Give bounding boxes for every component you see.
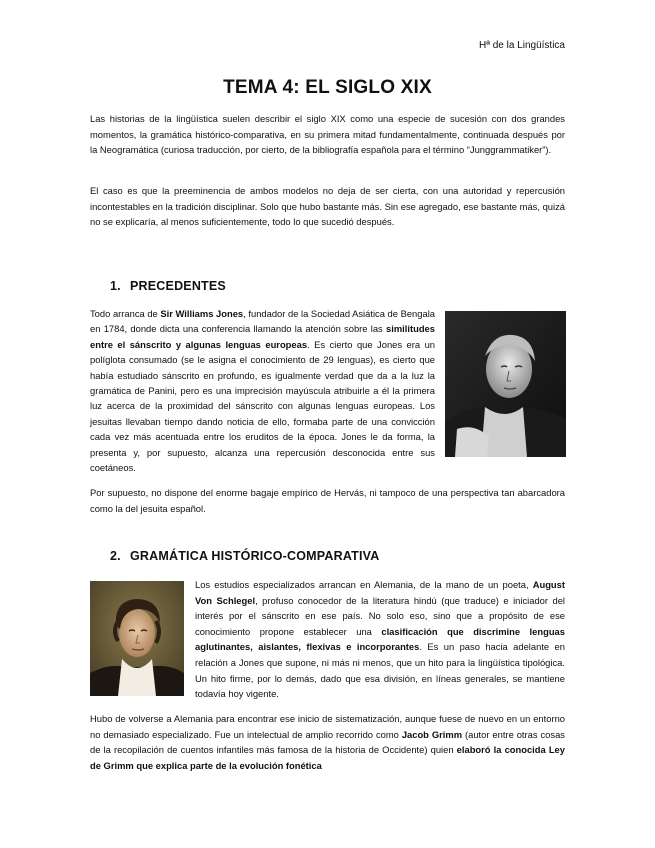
section-2-heading	[110, 549, 379, 563]
emphasis-schlegel: August Von Schlegel	[195, 579, 565, 606]
portrait-william-jones	[445, 311, 566, 457]
emphasis-grimm: Jacob Grimm	[401, 728, 463, 740]
running-header: Hª de la Lingüística	[479, 40, 565, 51]
emphasis-similitudes: similitudes entre el sánscrito y algunas lenguas europeas	[90, 323, 435, 350]
emphasis-clasificacion: clasificación que discrimine lenguas aglutinantes, aislantes, flexivas e incorporantes	[195, 625, 565, 653]
emphasis-ley-grimm: elaboró la conocida Ley de Grimm que explica parte de la evolución fonética	[90, 744, 565, 771]
text-run: . Es un paso hacia adelante en relación a Jones que supone, ni más ni menos, que un hito para la lingüística tipológica. Un hito firme, por lo demás, dado que esa división, en líneas generales, se mantiene todavía hoy vigente.	[195, 641, 565, 700]
section-1-heading	[110, 279, 226, 293]
text-run: . Es cierto que Jones era un políglota consumado (se le asigna el conocimiento de 29 lenguas), es cierto que había estudiado sánscrito en profundo, es igualmente verdad que da a la luz la gramática de Panini, pero es una imprecisión mayúscula atribuirle a él la primera luz acerca de la proximidad del sánscrito con algunas lenguas europeas. Los jesuitas llevaban tiempo dando noticia de ello, formaba parte de una convicción cada vez más acentuada entre los eruditos de la época. Jones le da forma, la presenta y, por supuesto, alcanza una repercusión desconocida entre sus coetáneos.	[90, 338, 436, 474]
section-1-paragraph-2: Por supuesto, no dispone del enorme bagaje empírico de Hervás, ni tampoco de una perspectiva tan abarcadora como la del jesuita español.	[90, 487, 565, 514]
emphasis-jones: Sir Williams Jones	[160, 308, 244, 319]
text-run: , profuso conocedor de la literatura hindú (que traduce) e iniciador del interés por el sánscrito en ese país. No solo eso, sino que a propósito de ese conocimiento propone establecer una	[195, 594, 565, 637]
portrait-schlegel-image	[90, 581, 184, 696]
text-run: (autor entre otras cosas de la recopilación de cuentos infantiles más famosa de la historia de Occidente) quien	[90, 728, 565, 756]
section-2-paragraph-2	[90, 711, 565, 773]
section-2-title: GRAMÁTICA HISTÓRICO-COMPARATIVA	[130, 549, 380, 563]
section-2-number: 2.	[110, 549, 121, 563]
portrait-august-schlegel	[90, 581, 184, 696]
section-1-paragraph-1	[90, 306, 435, 475]
text-run: Los estudios especializados arrancan en Alemania, de la mano de un poeta,	[195, 579, 533, 590]
section-2-paragraph-1	[195, 577, 565, 702]
text-run: , fundador de la Sociedad Asiática de Bengala en 1784, donde dicta una conferencia llamando la atención sobre las	[90, 308, 435, 335]
portrait-jones-image	[445, 311, 566, 457]
section-1-title: PRECEDENTES	[130, 279, 226, 293]
page-title: TEMA 4: EL SIGLO XIX	[223, 77, 432, 98]
intro-paragraph-1: Las historias de la lingüística suelen describir el siglo XIX como una especie de sucesión con dos grandes momentos, la gramática histórico-comparativa, en su primera mitad fundamentalmente, continuada después por la Neogramática (curiosa traducción, por cierto, de la bibliografía española para el término “Junggrammatiker”).	[90, 113, 565, 156]
text-run: Todo arranca de	[90, 308, 161, 319]
text-run: Hubo de volverse a Alemania para encontrar ese inicio de sistematización, aunque fuese de nuevo en un entorno no demasiado especializado. Fue un intelectual de amplio recorrido como	[90, 713, 565, 740]
intro-paragraph-2: El caso es que la preeminencia de ambos modelos no deja de ser cierta, con una autoridad y repercusión incontestables en la tradición disciplinar. Solo que hubo bastante más. Sin ese agregado, ese bastante más, quizá no se explicaría, al menos suficientemente, todo lo que sucedió después.	[90, 185, 565, 228]
section-1-number: 1.	[110, 279, 121, 293]
